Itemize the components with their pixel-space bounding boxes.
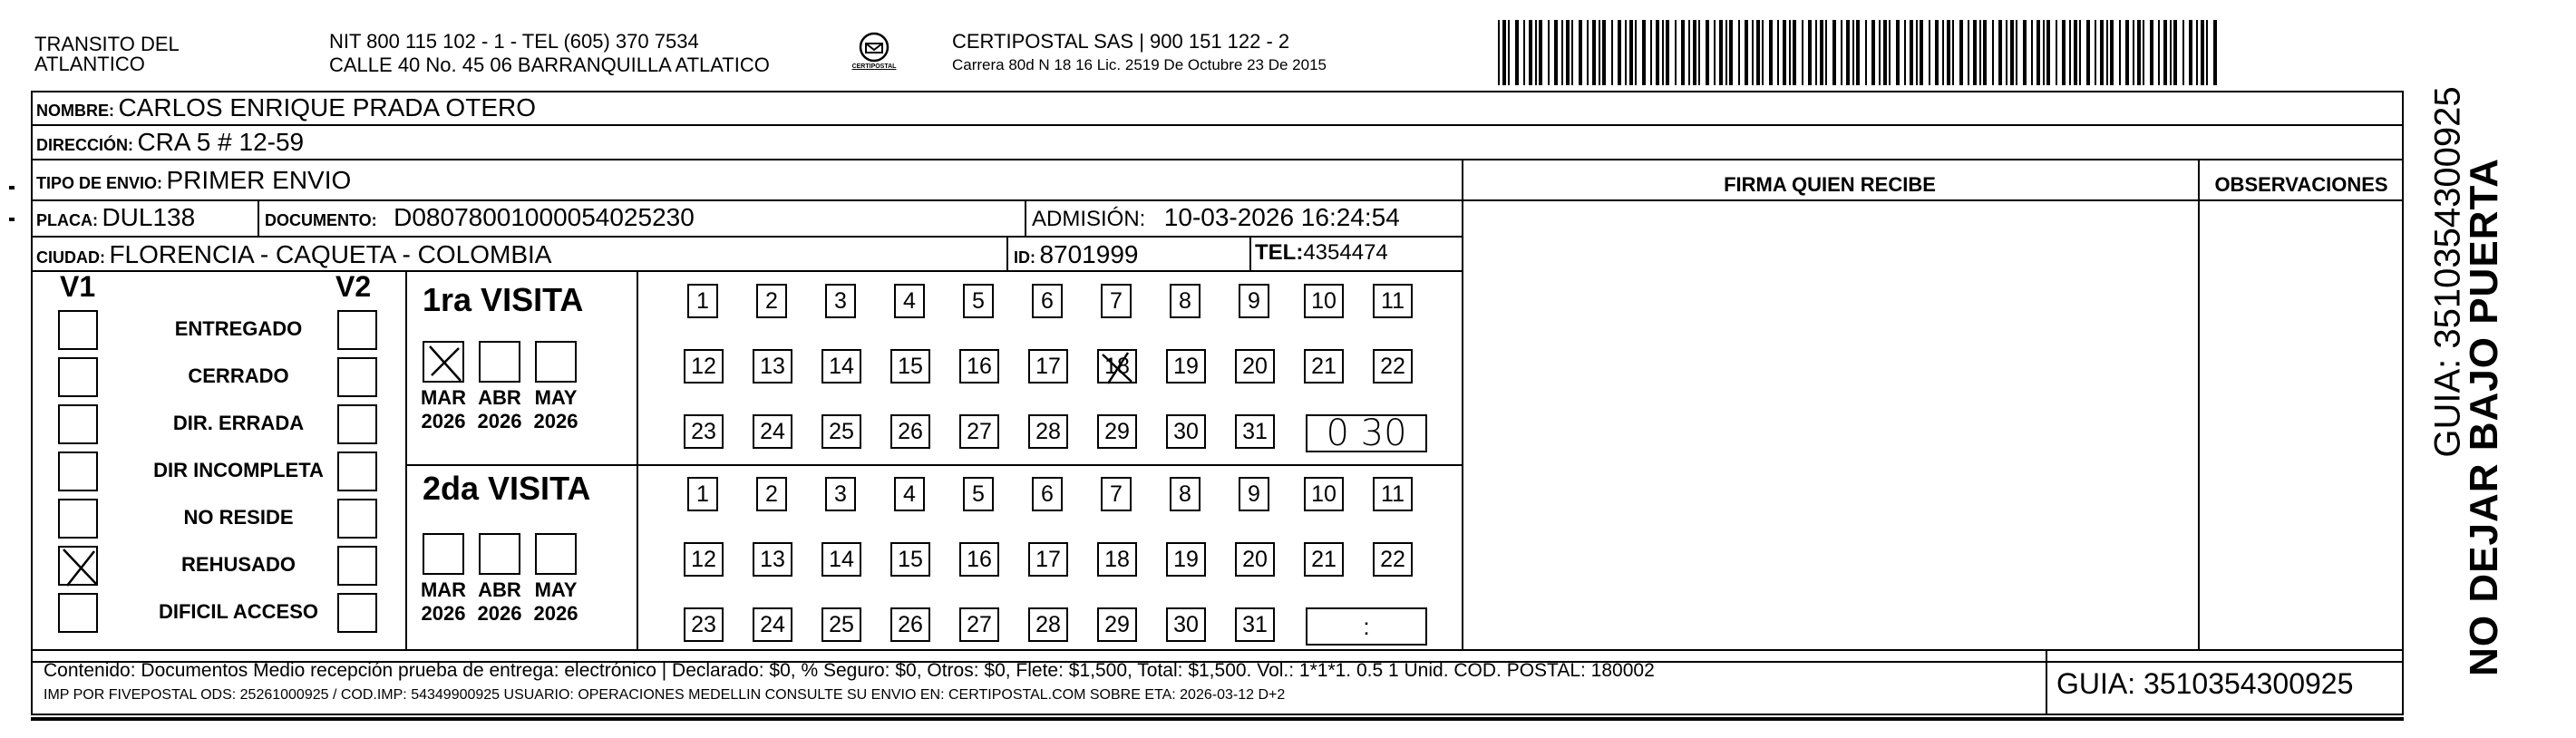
barcode-bar: [2125, 20, 2129, 85]
barcode-bar: [2031, 20, 2033, 85]
scan-mark: [9, 186, 15, 189]
barcode-bar: [1693, 20, 1696, 85]
barcode-bar: [1920, 20, 1923, 85]
day-box[interactable]: 26: [890, 607, 930, 642]
barcode-bar: [1745, 20, 1748, 85]
barcode-bar: [2173, 20, 2177, 85]
row-divider: [31, 199, 1462, 201]
day-box[interactable]: 28: [1028, 414, 1068, 449]
day-box[interactable]: 20: [1235, 349, 1275, 384]
barcode-bar: [2170, 20, 2172, 85]
tipo-envio-field: [36, 166, 351, 195]
v1-checkbox[interactable]: [58, 499, 98, 539]
barcode-bar: [2143, 20, 2144, 85]
v2-checkbox[interactable]: [337, 499, 377, 539]
barcode-bar: [1714, 20, 1716, 85]
barcode-bar: [1662, 20, 1664, 85]
barcode-bar: [1865, 20, 1867, 85]
barcode-bar: [1756, 20, 1760, 85]
nombre-field: [36, 93, 536, 122]
barcode-bar: [1587, 20, 1589, 85]
v1-checkbox[interactable]: [58, 357, 98, 397]
barcode-bar: [2069, 20, 2071, 85]
month-label: MAR 2026: [420, 386, 467, 432]
barcode-bar: [1635, 20, 1637, 85]
status-label: DIR. ERRADA: [172, 412, 305, 434]
day-box[interactable]: 2: [756, 284, 787, 318]
barcode-bar: [2158, 20, 2160, 85]
day-box[interactable]: 14: [821, 349, 861, 384]
barcode-bar: [1852, 20, 1854, 85]
day-box[interactable]: 24: [753, 414, 792, 449]
barcode-bar: [1983, 20, 1987, 85]
barcode-bar: [1681, 20, 1685, 85]
day-box[interactable]: 9: [1239, 284, 1269, 318]
barcode-bar: [1650, 20, 1652, 85]
day-box[interactable]: 13: [753, 349, 792, 384]
barcode-bar: [1566, 20, 1570, 85]
documento-field: [265, 203, 695, 232]
day-box[interactable]: 10: [1304, 477, 1344, 511]
nombre-value: CARLOS ENRIQUE PRADA OTERO: [118, 93, 536, 121]
month-checkbox[interactable]: [535, 341, 577, 383]
barcode-bar: [1783, 20, 1786, 85]
day-box[interactable]: 22: [1373, 349, 1413, 384]
v2-checkbox[interactable]: [337, 357, 377, 397]
barcode-bar: [1998, 20, 2002, 85]
day-box[interactable]: 15: [890, 349, 930, 384]
ciudad-value: FLORENCIA - CAQUETA - COLOMBIA: [109, 240, 552, 268]
cell-divider: [1249, 236, 1251, 270]
v2-checkbox[interactable]: [337, 593, 377, 633]
day-box[interactable]: 8: [1170, 284, 1201, 318]
barcode-bar: [1929, 20, 1930, 85]
barcode-bar: [1793, 20, 1796, 85]
id-value: 8701999: [1039, 240, 1139, 268]
barcode-bar: [2189, 20, 2192, 85]
day-box[interactable]: 31: [1235, 414, 1275, 449]
day-box[interactable]: 7: [1101, 284, 1132, 318]
barcode-bar: [2056, 20, 2057, 85]
barcode-bar: [2010, 20, 2014, 85]
barcode-bar: [1856, 20, 1860, 85]
day-box[interactable]: 11: [1373, 284, 1413, 318]
day-box[interactable]: 14: [821, 542, 861, 577]
visit-divider: [637, 270, 638, 649]
barcode-bar: [1698, 20, 1700, 85]
barcode-bar: [1959, 20, 1963, 85]
month-checkbox[interactable]: [479, 533, 520, 575]
barcode-bar: [1642, 20, 1646, 85]
ciudad-label: CIUDAD:: [36, 248, 105, 267]
barcode-bar: [1625, 20, 1627, 85]
barcode-bar: [1879, 20, 1881, 85]
status-divider: [405, 270, 407, 649]
courier-info: [952, 30, 1327, 75]
day-box[interactable]: 30: [1166, 414, 1206, 449]
day-box[interactable]: 19: [1166, 542, 1206, 577]
day-box[interactable]: 7: [1101, 477, 1132, 511]
v2-label: V2: [335, 270, 372, 303]
imp-line: IMP POR FIVEPOSTAL ODS: 25261000925 / COD.IMP: 54349900925 USUARIO: OPERACIONES MEDELLIN CONSULTE SU ENVIO EN: CERTIPOSTAL.COM SOBRE ETA: 2026-03-12 D+2: [44, 687, 1286, 703]
barcode-bar: [1738, 20, 1740, 85]
tel-field: [1255, 240, 1388, 266]
barcode-bar: [1529, 20, 1532, 85]
nit-line: NIT 800 115 102 - 1 - TEL (605) 370 7534: [329, 30, 699, 53]
bottom-rule: [31, 717, 2404, 721]
certipostal-logo: [849, 29, 899, 80]
admision-label: ADMISIÓN:: [1032, 207, 1146, 231]
barcode-bar: [1979, 20, 1981, 85]
day-box[interactable]: 11: [1373, 477, 1413, 511]
day-box[interactable]: 27: [959, 607, 999, 642]
direccion-label: DIRECCIÓN:: [36, 136, 133, 154]
ciudad-field: [36, 240, 551, 269]
barcode-bar: [1571, 20, 1573, 85]
day-box[interactable]: 22: [1373, 542, 1413, 577]
barcode-bar: [2182, 20, 2184, 85]
row-divider: [1462, 199, 2404, 201]
barcode-bar: [1841, 20, 1842, 85]
day-box[interactable]: 1: [687, 284, 718, 318]
barcode: [1498, 20, 2223, 85]
barcode-bar: [2043, 20, 2045, 85]
day-box[interactable]: 4: [894, 284, 925, 318]
placa-value: DUL138: [102, 203, 196, 231]
day-box[interactable]: 5: [963, 284, 994, 318]
day-box[interactable]: 6: [1032, 477, 1063, 511]
barcode-bar: [1968, 20, 1969, 85]
barcode-bar: [1554, 20, 1558, 85]
barcode-bar: [1579, 20, 1582, 85]
barcode-bar: [1992, 20, 1994, 85]
day-box[interactable]: 16: [959, 349, 999, 384]
barcode-bar: [1777, 20, 1779, 85]
row-divider: [31, 159, 2404, 160]
barcode-bar: [1548, 20, 1550, 85]
day-box[interactable]: 20: [1235, 542, 1275, 577]
barcode-bar: [1904, 20, 1906, 85]
visit-row-divider: [405, 464, 1462, 466]
status-label: CERRADO: [188, 364, 289, 387]
side-guia: GUIA: 3510354300925: [2427, 86, 2468, 458]
org-contact: [329, 30, 770, 77]
barcode-bar: [2074, 20, 2077, 85]
v1-label: V1: [60, 270, 96, 303]
barcode-bar: [2086, 20, 2090, 85]
barcode-bar: [1832, 20, 1836, 85]
time-box[interactable]: 0 30: [1306, 414, 1427, 452]
barcode-bar: [2023, 20, 2027, 85]
courier-name-line: CERTIPOSTAL SAS | 900 151 122 - 2: [952, 30, 1290, 53]
documento-label: DOCUMENTO:: [265, 211, 377, 229]
month-label: MAY 2026: [533, 386, 578, 432]
barcode-bar: [1846, 20, 1850, 85]
barcode-bar: [1769, 20, 1773, 85]
handwritten-x-mark: [424, 343, 466, 384]
row-divider: [31, 236, 1462, 238]
day-box[interactable]: 19: [1166, 349, 1206, 384]
second-visit-label: 2da VISITA: [423, 470, 591, 507]
barcode-bar: [2095, 20, 2096, 85]
day-box[interactable]: 27: [959, 414, 999, 449]
barcode-bar: [1523, 20, 1525, 85]
barcode-bar: [2119, 20, 2121, 85]
courier-license-line: Carrera 80d N 18 16 Lic. 2519 De Octubre 23 De 2015: [952, 56, 1327, 73]
placa-field: [36, 203, 195, 232]
barcode-bar: [1675, 20, 1677, 85]
footer-frame: [31, 649, 2404, 715]
month-checkbox[interactable]: [479, 341, 520, 383]
barcode-bar: [2206, 20, 2208, 85]
barcode-bar: [1789, 20, 1791, 85]
barcode-bar: [2196, 20, 2198, 85]
barcode-bar: [1947, 20, 1950, 85]
envelope-circle-icon: [849, 29, 899, 80]
barcode-bar: [1871, 20, 1875, 85]
org-name-line1: TRANSITO DEL: [34, 33, 180, 55]
placa-label: PLACA:: [36, 211, 98, 229]
barcode-bar: [1502, 20, 1506, 85]
day-box[interactable]: 25: [821, 607, 861, 642]
day-box[interactable]: 17: [1028, 542, 1068, 577]
day-box[interactable]: 29: [1097, 607, 1137, 642]
month-label: ABR 2026: [477, 578, 522, 625]
tel-value: 4354474: [1303, 240, 1388, 265]
barcode-bar: [1539, 20, 1542, 85]
cell-divider: [258, 199, 259, 236]
address-line: CALLE 40 No. 45 06 BARRANQUILLA ATLATICO: [329, 53, 770, 76]
barcode-bar: [1706, 20, 1709, 85]
id-label: ID:: [1014, 248, 1035, 267]
barcode-bar: [1656, 20, 1659, 85]
tel-label: TEL:: [1255, 240, 1304, 265]
barcode-bar: [2213, 20, 2217, 85]
barcode-bar: [2006, 20, 2007, 85]
barcode-bar: [1725, 20, 1727, 85]
day-box[interactable]: 31: [1235, 607, 1275, 642]
barcode-bar: [1729, 20, 1733, 85]
day-box[interactable]: 4: [894, 477, 925, 511]
org-name: [34, 33, 180, 76]
day-box[interactable]: 1: [687, 477, 718, 511]
barcode-bar: [2201, 20, 2204, 85]
tipo-envio-value: PRIMER ENVIO: [166, 166, 352, 194]
status-label: REHUSADO: [181, 553, 296, 576]
day-box[interactable]: 24: [753, 607, 792, 642]
content-line: Contenido: Documentos Medio recepción prueba de entrega: electrónico | Declarado: $0, % Seguro: $0, Otros: $0, Flete: $1,500, Total: $1,500. Vol.: 1*1*1. 0.5 1 Unid. COD. POSTAL: 180002: [44, 660, 1655, 681]
scan-mark: [9, 218, 15, 221]
barcode-bar: [2016, 20, 2017, 85]
day-box[interactable]: 10: [1304, 284, 1344, 318]
documento-value: D08078001000054025230: [394, 203, 695, 231]
barcode-bar: [1910, 20, 1913, 85]
day-box[interactable]: 16: [959, 542, 999, 577]
day-box[interactable]: 2: [756, 477, 787, 511]
barcode-bar: [1935, 20, 1939, 85]
barcode-bar: [1618, 20, 1621, 85]
status-label: DIFICIL ACCESO: [158, 600, 318, 623]
admision-value: 10-03-2026 16:24:54: [1163, 203, 1400, 231]
barcode-bar: [1942, 20, 1944, 85]
day-box[interactable]: 23: [684, 607, 724, 642]
v2-checkbox[interactable]: [337, 546, 377, 586]
v2-checkbox[interactable]: [337, 404, 377, 444]
id-field: [1014, 240, 1138, 269]
org-name-line2: ATLANTICO: [34, 53, 145, 75]
barcode-bar: [1802, 20, 1803, 85]
admision-field: [1032, 203, 1400, 232]
barcode-bar: [1815, 20, 1817, 85]
v2-checkbox[interactable]: [337, 452, 377, 491]
row-divider: [31, 124, 2404, 126]
v1-checkbox[interactable]: [58, 546, 98, 586]
barcode-bar: [1883, 20, 1887, 85]
logo-text: CERTIPOSTAL: [851, 63, 897, 70]
v2-checkbox[interactable]: [337, 310, 377, 350]
nombre-label: NOMBRE:: [36, 102, 114, 120]
barcode-bar: [1599, 20, 1600, 85]
day-box[interactable]: 21: [1304, 349, 1344, 384]
barcode-bar: [1498, 20, 1500, 85]
no-dejar-bajo-puerta: NO DEJAR BAJO PUERTA: [2462, 158, 2506, 676]
barcode-bar: [2110, 20, 2114, 85]
day-box[interactable]: 12: [684, 349, 724, 384]
status-label: ENTREGADO: [174, 317, 303, 340]
time-box[interactable]: :: [1306, 607, 1427, 646]
barcode-bar: [1752, 20, 1754, 85]
barcode-bar: [1952, 20, 1954, 85]
barcode-bar: [2163, 20, 2167, 85]
barcode-bar: [1825, 20, 1827, 85]
status-label: DIR INCOMPLETA: [153, 459, 324, 481]
observaciones-label: OBSERVACIONES: [2214, 173, 2388, 196]
barcode-bar: [1762, 20, 1764, 85]
day-box[interactable]: 26: [890, 414, 930, 449]
barcode-bar: [2100, 20, 2104, 85]
v1-checkbox[interactable]: [58, 310, 98, 350]
row-divider: [31, 270, 1462, 272]
direccion-value: CRA 5 # 12-59: [137, 128, 305, 156]
day-box[interactable]: 5: [963, 477, 994, 511]
month-label: MAR 2026: [420, 578, 467, 625]
barcode-bar: [1688, 20, 1690, 85]
cell-divider: [1006, 236, 1008, 270]
day-box[interactable]: 29: [1097, 414, 1137, 449]
observaciones-column-divider: [2198, 159, 2200, 649]
day-box[interactable]: 28: [1028, 607, 1068, 642]
day-box[interactable]: 25: [821, 414, 861, 449]
firma-label: FIRMA QUIEN RECIBE: [1724, 173, 1936, 196]
tipo-envio-label: TIPO DE ENVIO:: [36, 174, 163, 192]
cell-divider: [1025, 199, 1026, 236]
day-box[interactable]: 18: [1097, 349, 1137, 384]
day-box[interactable]: 23: [684, 414, 724, 449]
barcode-bar: [2062, 20, 2066, 85]
day-box[interactable]: 3: [825, 284, 856, 318]
month-checkbox[interactable]: [423, 341, 464, 383]
first-visit-label: 1ra VISITA: [423, 281, 584, 318]
barcode-bar: [1820, 20, 1823, 85]
barcode-bar: [1535, 20, 1537, 85]
day-box[interactable]: 21: [1304, 542, 1344, 577]
day-box[interactable]: 3: [825, 477, 856, 511]
barcode-bar: [2133, 20, 2134, 85]
barcode-bar: [2046, 20, 2050, 85]
barcode-bar: [1889, 20, 1891, 85]
v1-checkbox[interactable]: [58, 452, 98, 491]
barcode-bar: [1916, 20, 1918, 85]
month-checkbox[interactable]: [535, 533, 577, 575]
month-label: ABR 2026: [477, 386, 522, 432]
day-box[interactable]: 9: [1239, 477, 1269, 511]
barcode-bar: [2150, 20, 2153, 85]
barcode-bar: [2106, 20, 2108, 85]
barcode-bar: [1973, 20, 1977, 85]
barcode-bar: [1602, 20, 1606, 85]
month-label: MAY 2026: [533, 578, 578, 625]
v1-checkbox[interactable]: [58, 593, 98, 633]
firma-column-divider: [1462, 159, 1463, 649]
barcode-bar: [2036, 20, 2040, 85]
month-checkbox[interactable]: [423, 533, 464, 575]
day-box[interactable]: 18: [1097, 542, 1137, 577]
barcode-bar: [1666, 20, 1669, 85]
barcode-bar: [2137, 20, 2141, 85]
day-box[interactable]: 6: [1032, 284, 1063, 318]
day-box[interactable]: 17: [1028, 349, 1068, 384]
barcode-bar: [1719, 20, 1723, 85]
barcode-bar: [1808, 20, 1812, 85]
footer-guia: GUIA: 3510354300925: [2056, 667, 2354, 700]
day-box[interactable]: 8: [1170, 477, 1201, 511]
barcode-bar: [1896, 20, 1900, 85]
handwritten-x-mark: [60, 548, 100, 587]
status-label: NO RESIDE: [183, 506, 294, 529]
direccion-field: [36, 128, 304, 157]
barcode-bar: [1629, 20, 1633, 85]
barcode-bar: [1561, 20, 1563, 85]
barcode-bar: [1508, 20, 1510, 85]
day-box[interactable]: 13: [753, 542, 792, 577]
barcode-bar: [1592, 20, 1596, 85]
barcode-bar: [1515, 20, 1519, 85]
day-box[interactable]: 12: [684, 542, 724, 577]
barcode-bar: [1611, 20, 1613, 85]
barcode-bar: [2079, 20, 2081, 85]
day-box[interactable]: 30: [1166, 607, 1206, 642]
handwritten-x-mark: [1099, 351, 1139, 385]
day-box[interactable]: 15: [890, 542, 930, 577]
v1-checkbox[interactable]: [58, 404, 98, 444]
